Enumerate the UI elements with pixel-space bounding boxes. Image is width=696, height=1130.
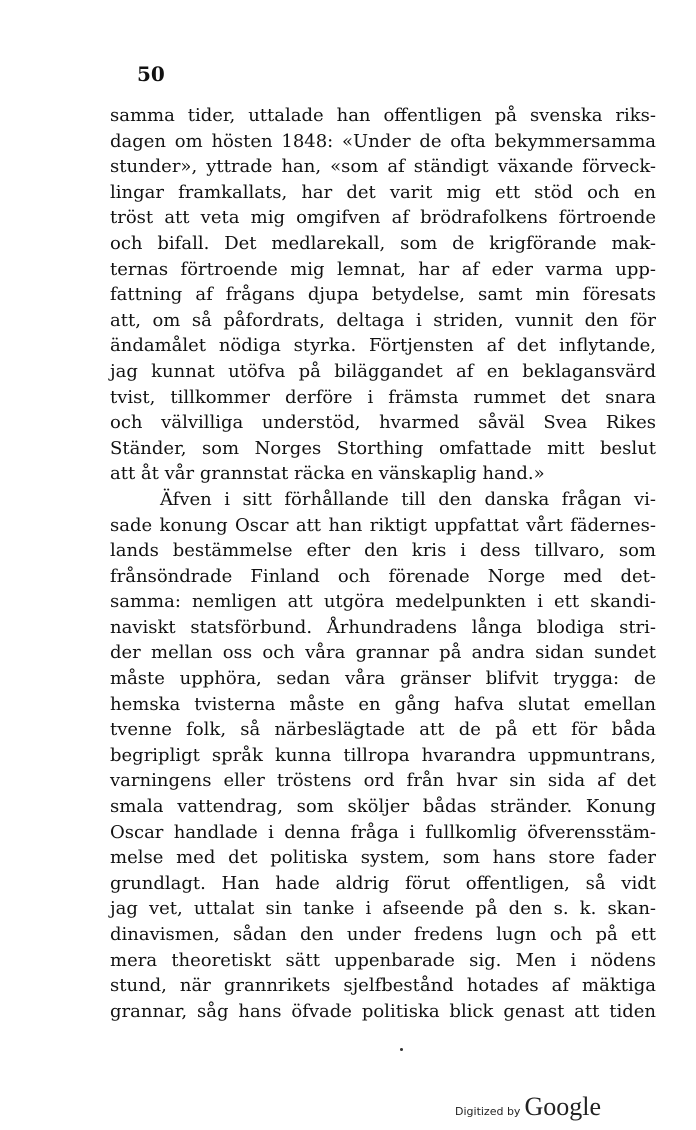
text-line: att, om så påfordrats, deltaga i striden, vunnit den för	[110, 309, 656, 331]
text-line: och välvilliga understöd, hvarmed såväl Svea Rikes	[110, 412, 656, 434]
text-line: hemska tvisterna måste en gång hafva slutat emellan	[110, 693, 656, 715]
text-line: stund, när grannrikets sjelfbestånd hotades af mäktiga	[110, 975, 656, 997]
text-line: Ständer, som Norges Storthing omfattade mitt beslut	[110, 437, 656, 459]
text-line: fattning af frågans djupa betydelse, samt min föresats	[110, 284, 656, 306]
text-line: måste upphöra, sedan våra gränser blifvit trygga: de	[110, 668, 656, 690]
text-line: jag vet, uttalat sin tanke i afseende på den s. k. skan-	[110, 898, 656, 920]
text-line: stunder», yttrade han, «som af ständigt växande förveck-	[110, 156, 656, 178]
text-line: naviskt statsförbund. Århundradens långa blodiga stri-	[110, 616, 656, 638]
text-line: jag kunnat utöfva på biläggandet af en beklagansvärd	[110, 360, 656, 382]
text-line: der mellan oss och våra grannar på andra sidan sundet	[110, 642, 656, 664]
text-line: lingar framkallats, har det varit mig ett stöd och en	[110, 181, 656, 203]
text-line: smala vattendrag, som sköljer bådas stränder. Konung	[110, 796, 656, 818]
text-line: sade konung Oscar att han riktigt uppfattat vårt fädernes-	[110, 514, 656, 536]
body-text	[110, 103, 656, 1024]
digitized-footer	[455, 1092, 601, 1122]
text-line: varningens eller tröstens ord från hvar sin sida af det	[110, 770, 656, 792]
text-line: ternas förtroende mig lemnat, har af eder varma upp-	[110, 258, 656, 280]
text-line: dinavismen, sådan den under fredens lugn och på ett	[110, 924, 656, 945]
text-line: begripligt språk kunna tillropa hvarandra uppmuntrans,	[110, 744, 656, 766]
text-line: lands bestämmelse efter den kris i dess tillvaro, som	[110, 540, 656, 562]
text-line: Oscar handlade i denna fråga i fullkomlig öfverensstäm-	[110, 821, 656, 843]
text-line: och bifall. Det medlarekall, som de krigförande mak-	[110, 232, 656, 254]
text-line: frånsöndrade Finland och förenade Norge med det-	[110, 565, 656, 587]
text-line: ändamålet nödiga styrka. Förtjensten af det inflytande,	[110, 335, 656, 357]
text-line: att åt vår grannstat räcka en vänskaplig hand.»	[110, 463, 545, 485]
text-line: tvenne folk, så närbeslägtade att de på ett för båda	[110, 719, 656, 741]
google-logo: Google	[524, 1092, 601, 1121]
text-line: tvist, tillkommer derföre i främsta rummet det snara	[110, 386, 656, 408]
text-line: mera theoretiskt sätt uppenbarade sig. Men i nödens	[110, 949, 656, 971]
text-line: grannar, såg hans öfvade politiska blick genast att tiden	[110, 1000, 656, 1022]
text-line: melse med det politiska system, som hans store fader	[110, 847, 656, 869]
text-line: samma tider, uttalade han offentligen på svenska riks-	[110, 105, 656, 126]
text-line: dagen om hösten 1848: «Under de ofta bekymmersamma	[110, 130, 656, 152]
page-number: 50	[137, 62, 165, 86]
text-line: Äfven i sitt förhållande till den danska frågan vi-	[160, 488, 656, 510]
digitized-label: Digitized by	[455, 1105, 521, 1118]
ink-speck	[400, 1048, 403, 1051]
text-line: tröst att veta mig omgifven af brödrafolkens förtroende	[110, 207, 656, 229]
text-line: samma: nemligen att utgöra medelpunkten i ett skandi-	[110, 591, 656, 613]
text-line: grundlagt. Han hade aldrig förut offentligen, så vidt	[110, 872, 656, 894]
